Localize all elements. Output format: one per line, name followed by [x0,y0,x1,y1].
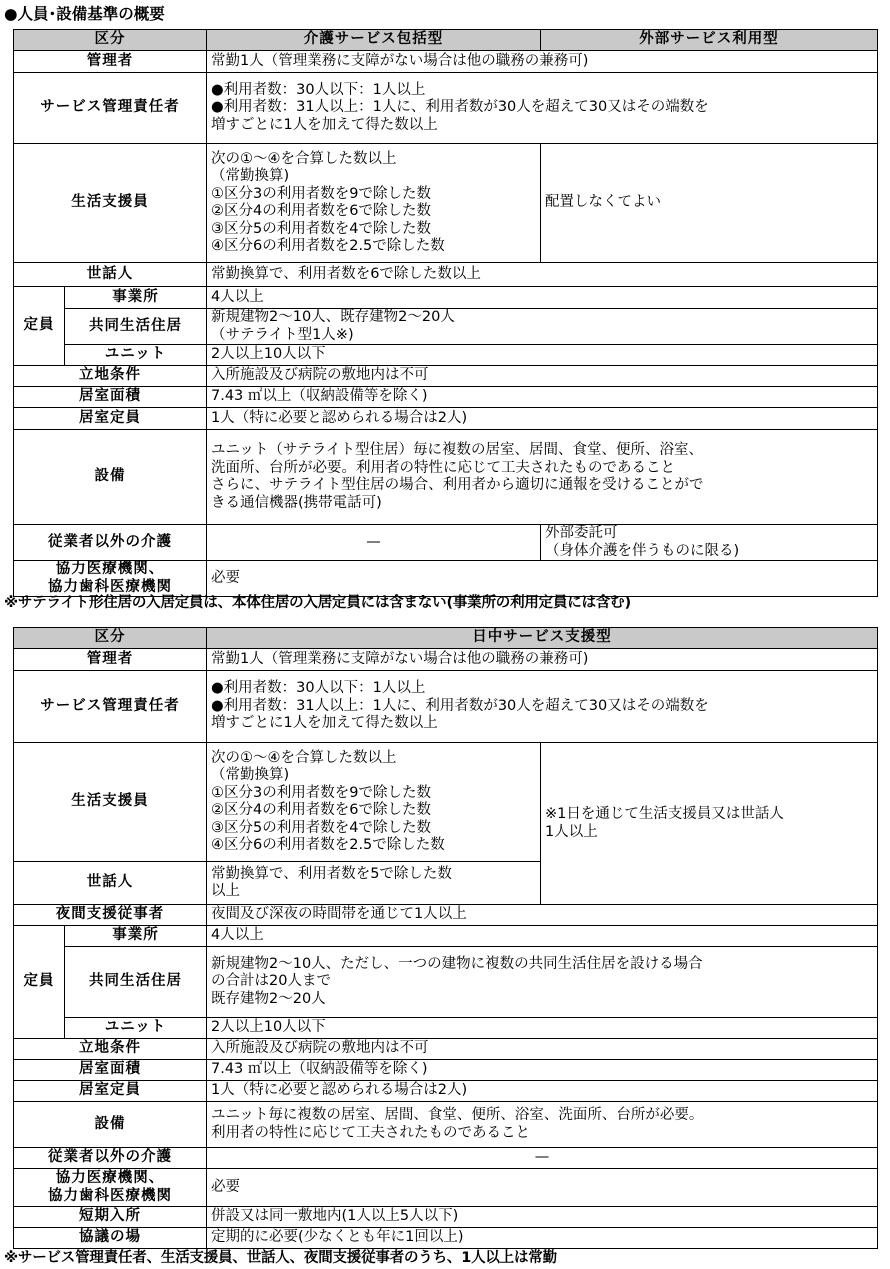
council-value: 定期的に必要(少なくとも年に1回以上) [207,1228,878,1249]
row-label-capacity: 定員 [14,287,65,366]
text-line: ユニット毎に複数の居室、居間、食堂、便所、浴室、洗面所、台所が必要。 [211,1107,704,1123]
location-value: 入所施設及び病院の敷地内は不可 [207,1039,878,1060]
life-support-side-note [541,743,878,905]
night-support-value: 夜間及び深夜の時間帯を通じて1人以上 [207,905,878,926]
table-row [14,366,878,387]
table-row [14,408,878,430]
text-line: ●利用者数：31人以上：1人に、利用者数が30人を超えて30又はその端数を [211,697,709,714]
room-area-value: 7.43 ㎡以上（収納設備等を除く) [207,387,878,408]
outside-care-external-value [541,525,878,561]
medical-value: 必要 [207,561,878,597]
row-label-facilities: 設備 [14,1102,207,1148]
table-row [14,1060,878,1081]
header-category: 区分 [14,628,207,649]
table-row [14,649,878,671]
page-title: ●人員･設備基準の概要 [4,5,165,23]
text-line: ③区分5の利用者数を4で除した数 [211,819,431,836]
text-line: ①区分3の利用者数を9で除した数 [211,784,431,801]
shared-residence-value [207,309,878,345]
header-category: 区分 [14,30,207,51]
text-line: ②区分4の利用者数を6で除した数 [211,802,431,818]
text-line: 次の①～④を合算した数以上 [211,150,397,167]
row-label-outside-care: 従業者以外の介護 [14,1148,207,1169]
row-label-location: 立地条件 [14,366,207,387]
unit-capacity-value: 2人以上10人以下 [207,1018,878,1039]
table-row [14,1228,878,1249]
text-line: ●利用者数：30人以下：1人以上 [211,81,426,98]
service-manager-value [207,73,878,144]
life-support-value [207,144,541,263]
sub-label-office: 事業所 [65,287,207,309]
text-line: （常勤換算) [211,767,290,783]
table-row [14,671,878,743]
table-header-row [14,628,878,649]
text-line: （サテライト型1人※) [211,326,354,343]
row-label-council: 協議の場 [14,1228,207,1249]
header-external-service: 外部サービス利用型 [541,30,878,51]
text-line: ①区分3の利用者数を9で除した数 [211,185,431,202]
table-row [14,561,878,597]
caretaker-value [207,862,541,905]
life-support-external-value: 配置しなくてよい [541,144,878,263]
facilities-value [207,1102,878,1148]
text-line: 利用者の特性に応じて工夫されたものであること [211,1124,530,1141]
room-capacity-value: 1人（特に必要と認められる場合は2人) [207,408,878,430]
text-line: 協力歯科医療機関 [48,578,172,595]
row-label-facilities: 設備 [14,430,207,525]
sub-label-shared-residence: 共同生活住居 [65,947,207,1018]
row-label-life-support: 生活支援員 [14,144,207,263]
unit-capacity-value: 2人以上10人以下 [207,345,878,366]
header-daytime-support: 日中サービス支援型 [207,628,878,649]
text-line: 次の①～④を合算した数以上 [211,749,397,766]
table-row [14,1102,878,1148]
manager-value: 常勤1人（管理業務に支障がない場合は他の職務の兼務可) [207,649,878,671]
text-line: 新規建物2～10人、既存建物2～20人 [211,309,455,325]
row-label-night-support: 夜間支援従事者 [14,905,207,926]
row-label-caretaker: 世話人 [14,862,207,905]
office-capacity-value: 4人以上 [207,287,878,309]
row-label-manager: 管理者 [14,649,207,671]
text-line: 外部委託可 [545,525,618,541]
row-label-short-stay: 短期入所 [14,1207,207,1228]
facilities-value [207,430,878,525]
text-line: 増すごとに1人を加えて得た数以上 [211,715,438,732]
table-row [14,430,878,525]
office-capacity-value: 4人以上 [207,926,878,947]
text-line: 増すごとに1人を加えて得た数以上 [211,116,438,133]
table-header-row [14,30,878,51]
row-label-manager: 管理者 [14,51,207,73]
text-line: 常勤換算で、利用者数を5で除した数 [211,865,452,882]
row-label-medical [14,1169,207,1207]
text-line: ④区分6の利用者数を2.5で除した数 [211,837,445,853]
table-row [14,905,878,926]
table-row [14,743,878,862]
sub-label-unit: ユニット [65,345,207,366]
table-row [14,263,878,287]
table-row [14,1169,878,1207]
text-line: ユニット（サテライト型住居）毎に複数の居室、居間、食堂、便所、浴室、 [211,442,703,458]
row-label-room-capacity: 居室定員 [14,1081,207,1102]
text-line: 洗面所、台所が必要。利用者の特性に応じて工夫されたものであること [211,459,675,476]
table-row [14,144,878,263]
text-line: （常勤換算) [211,168,290,184]
standards-table-2 [13,627,878,1249]
text-line: ●利用者数：30人以下：1人以上 [211,680,426,697]
table-row [14,309,878,345]
header-care-inclusive: 介護サービス包括型 [207,30,541,51]
text-line: 協力医療機関、 [55,1170,165,1186]
table-row [14,947,878,1018]
sub-label-shared-residence: 共同生活住居 [65,309,207,345]
text-line: 協力歯科医療機関 [48,1187,172,1204]
row-label-capacity: 定員 [14,926,65,1039]
table-row [14,1148,878,1169]
row-label-room-area: 居室面積 [14,387,207,408]
room-capacity-value: 1人（特に必要と認められる場合は2人) [207,1081,878,1102]
table-row [14,1039,878,1060]
service-manager-value [207,671,878,743]
manager-value: 常勤1人（管理業務に支障がない場合は他の職務の兼務可) [207,51,878,73]
text-line: ④区分6の利用者数を2.5で除した数 [211,238,445,254]
text-line: 1人以上 [545,823,598,840]
table-row [14,387,878,408]
row-label-medical [14,561,207,597]
medical-value: 必要 [207,1169,878,1207]
table-row [14,1018,878,1039]
footnote-2: ※サービス管理責任者、生活支援員、世話人、夜間支援従事者のうち、1人以上は常勤 [4,1250,557,1266]
short-stay-value: 併設又は同一敷地内(1人以上5人以下) [207,1207,878,1228]
outside-care-value: — [207,1148,878,1169]
room-area-value: 7.43 ㎡以上（収納設備等を除く) [207,1060,878,1081]
row-label-room-capacity: 居室定員 [14,408,207,430]
sub-label-office: 事業所 [65,926,207,947]
row-label-service-manager: サービス管理責任者 [14,73,207,144]
text-line: 以上 [211,883,240,899]
text-line: 協力医療機関、 [55,561,165,577]
table-row [14,525,878,561]
text-line: ※1日を通じて生活支援員又は世話人 [545,806,784,822]
table-row [14,51,878,73]
row-label-service-manager: サービス管理責任者 [14,671,207,743]
table-row [14,287,878,309]
text-line: ②区分4の利用者数を6で除した数 [211,203,431,219]
standards-table-1 [13,29,878,597]
text-line: さらに、サテライト型住居の場合、利用者から適切に通報を受けることがで [211,477,704,493]
row-label-room-area: 居室面積 [14,1060,207,1081]
shared-residence-value [207,947,878,1018]
row-label-location: 立地条件 [14,1039,207,1060]
life-support-value [207,743,541,862]
outside-care-value: — [207,525,541,561]
row-label-outside-care: 従業者以外の介護 [14,525,207,561]
footnote-1: ※サテライト形住居の入居定員は、本体住居の入居定員には含まない(事業所の利用定員には含む) [4,595,631,611]
row-label-caretaker: 世話人 [14,263,207,287]
table-row [14,926,878,947]
text-line: （身体介護を伴うものに限る) [545,542,740,559]
text-line: の合計は20人まで [211,973,331,990]
text-line: 新規建物2～10人、ただし、一つの建物に複数の共同生活住居を設ける場合 [211,955,703,972]
row-label-life-support: 生活支援員 [14,743,207,862]
table-row [14,1081,878,1102]
sub-label-unit: ユニット [65,1018,207,1039]
location-value: 入所施設及び病院の敷地内は不可 [207,366,878,387]
caretaker-value: 常勤換算で、利用者数を6で除した数以上 [207,263,878,287]
table-row [14,1207,878,1228]
table-row [14,345,878,366]
text-line: ●利用者数：31人以上：1人に、利用者数が30人を超えて30又はその端数を [211,99,709,116]
text-line: ③区分5の利用者数を4で除した数 [211,220,431,237]
table-row [14,73,878,144]
text-line: きる通信機器(携帯電話可) [211,494,382,511]
text-line: 既存建物2～20人 [211,990,326,1007]
